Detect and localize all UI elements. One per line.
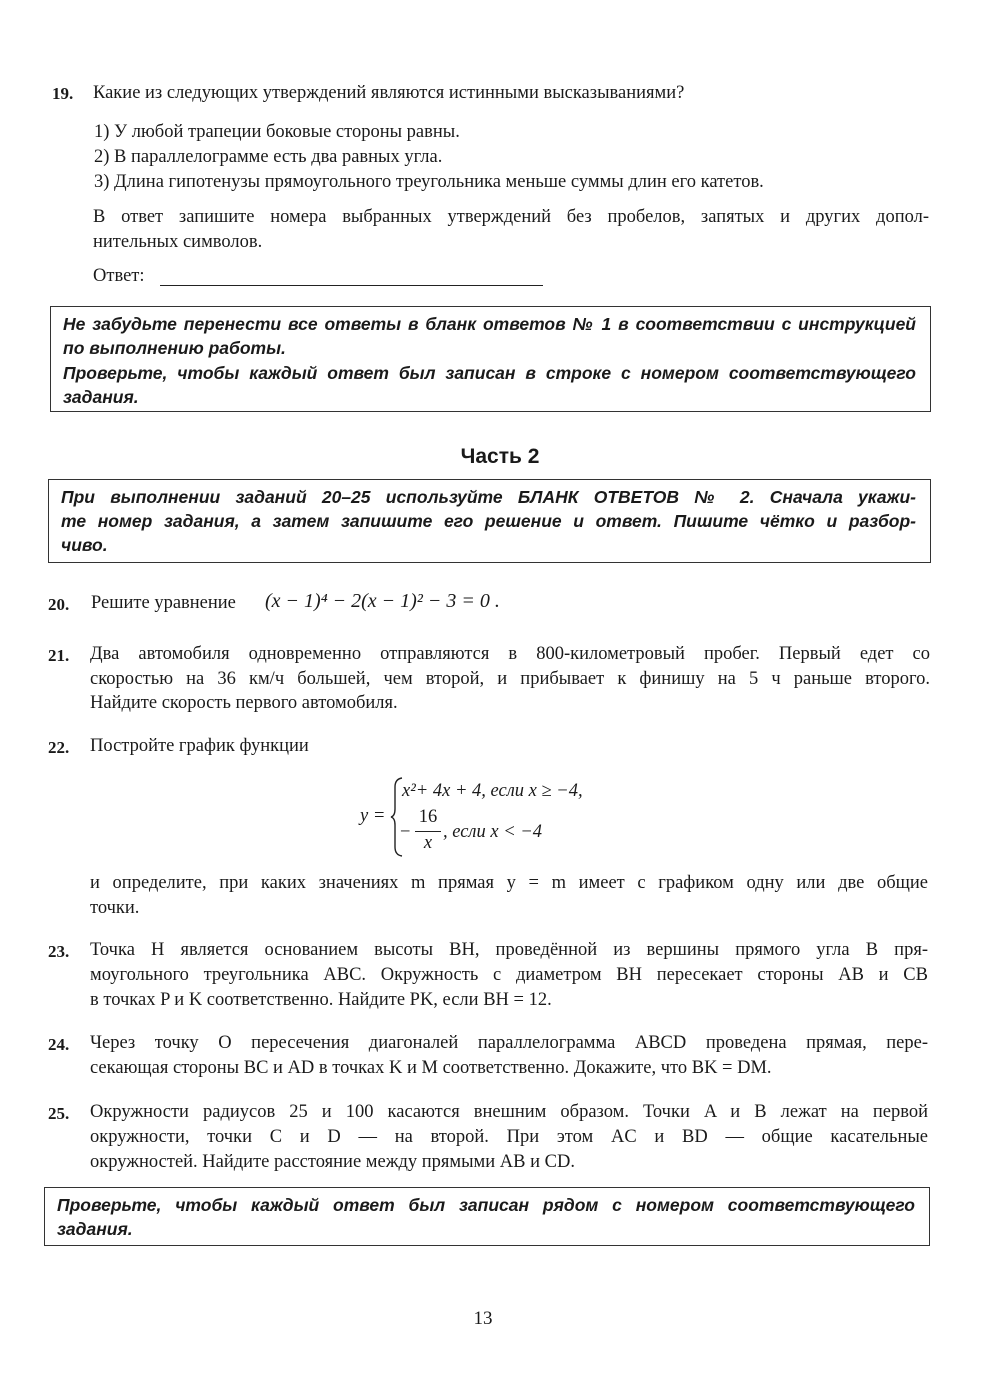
fraction-bar <box>415 831 441 832</box>
question-number: 20. <box>48 595 70 614</box>
question-text-line: точки. <box>90 898 140 918</box>
question-text: Какие из следующих утверждений являются истинными высказываниями? <box>93 83 685 103</box>
fraction-denominator: x <box>423 833 433 853</box>
question-text-line: окружностей. Найдите расстояние между прямыми AB и CD. <box>90 1152 575 1172</box>
question-text-line: окружности, точки C и D — на второй. При этом AC и BD — общие касательные <box>90 1127 928 1147</box>
case-1: x²+ 4x + 4, если x ≥ −4, <box>402 781 583 801</box>
case-2-minus: − <box>400 822 411 842</box>
notice-line: Проверьте, чтобы каждый ответ был записан в строке с номером соответствующего <box>63 363 916 383</box>
question-text-line: и определите, при каких значениях m прямая y = m имеет с графиком одну или две общие <box>90 873 928 893</box>
question-number: 24. <box>48 1035 70 1054</box>
question-text: Решите уравнение <box>91 593 236 613</box>
notice-line: задания. <box>57 1219 133 1239</box>
notice-line: по выполнению работы. <box>63 338 286 358</box>
question-text-line: Окружности радиусов 25 и 100 касаются внешним образом. Точки A и B лежат на первой <box>90 1102 928 1122</box>
question-number: 25. <box>48 1104 70 1123</box>
equation: (x − 1)⁴ − 2(x − 1)² − 3 = 0 . <box>265 590 500 612</box>
question-number: 21. <box>48 646 70 665</box>
fraction-numerator: 16 <box>418 807 438 827</box>
question-text: Постройте график функции <box>90 736 309 756</box>
notice-box-transfer-answers <box>50 306 931 412</box>
case-2-condition: , если x < −4 <box>443 822 543 842</box>
answer-label: Ответ: <box>93 266 145 286</box>
function-lhs: y = <box>360 806 386 826</box>
instruction-line: нительных символов. <box>93 232 263 252</box>
question-text-line: Через точку O пересечения диагоналей параллелограмма ABCD проведена прямая, пере- <box>90 1033 928 1053</box>
question-number: 23. <box>48 942 70 961</box>
question-text-line: Найдите скорость первого автомобиля. <box>90 693 398 713</box>
question-number: 22. <box>48 738 70 757</box>
question-text-line: Точка H является основанием высоты BH, проведённой из вершины прямого угла B пря- <box>90 940 928 960</box>
notice-line: те номер задания, а затем запишите его решение и ответ. Пишите чётко и разбор- <box>61 511 916 531</box>
statement-1: 1) У любой трапеции боковые стороны равны. <box>94 122 460 142</box>
notice-line: чиво. <box>61 535 108 555</box>
question-number: 19. <box>52 84 74 103</box>
part-2-heading: Часть 2 <box>460 445 540 468</box>
notice-line: Не забудьте перенести все ответы в бланк ответов № 1 в соответствии с инструкцией <box>63 314 916 334</box>
notice-line: задания. <box>63 387 139 407</box>
statement-2: 2) В параллелограмме есть два равных угла. <box>94 147 443 167</box>
piecewise-function <box>360 775 620 857</box>
question-text-line: секающая стороны BC и AD в точках K и M соответственно. Докажите, что BK = DM. <box>90 1058 772 1078</box>
notice-box-part2-instructions <box>48 479 931 563</box>
notice-line: При выполнении заданий 20–25 используйте БЛАНК ОТВЕТОВ № 2. Сначала укажи- <box>61 487 916 507</box>
answer-field[interactable] <box>160 285 543 286</box>
question-text-line: в точках P и K соответственно. Найдите PK, если BH = 12. <box>90 990 552 1010</box>
instruction-line: В ответ запишите номера выбранных утверждений без пробелов, запятых и других допол- <box>93 207 929 227</box>
notice-box-check-answers <box>44 1187 930 1246</box>
notice-line: Проверьте, чтобы каждый ответ был записан рядом с номером соответствующего <box>57 1195 915 1215</box>
page-number: 13 <box>473 1308 493 1329</box>
statement-3: 3) Длина гипотенузы прямоугольного треугольника меньше суммы длин его катетов. <box>94 172 764 192</box>
question-text-line: скоростью на 36 км/ч большей, чем второй, и прибывает к финишу на 5 ч раньше второго. <box>90 669 930 689</box>
question-text-line: Два автомобиля одновременно отправляются в 800-километровый пробег. Первый едет со <box>90 644 930 664</box>
question-text-line: моугольного треугольника ABC. Окружность с диаметром BH пересекает стороны AB и CB <box>90 965 928 985</box>
